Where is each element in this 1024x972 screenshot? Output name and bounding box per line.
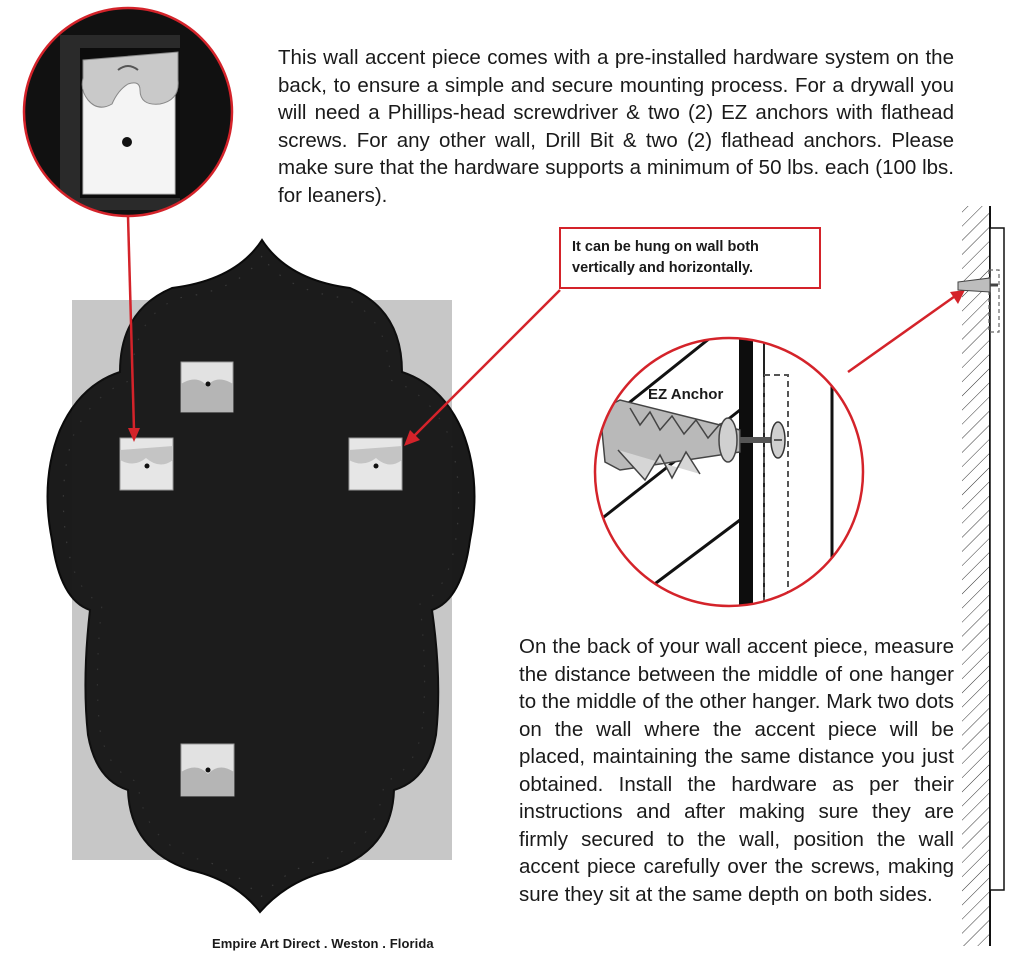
ez-anchor-circle xyxy=(595,330,863,620)
accent-piece-back xyxy=(48,240,475,912)
orientation-callout: It can be hung on wall both vertically and horizontally. xyxy=(559,227,821,289)
wall-profile xyxy=(958,206,1004,946)
ez-anchor-label: EZ Anchor xyxy=(648,386,724,403)
hanger-top xyxy=(181,362,233,412)
hanger-left xyxy=(120,438,173,490)
hanger-bottom xyxy=(181,744,234,796)
footer-credit: Empire Art Direct . Weston . Florida xyxy=(212,936,434,951)
instructions-paragraph: On the back of your wall accent piece, measure the distance between the middle of one hanger to the middle of the other hanger. Mark two dots on the wall where the accent piece will be placed, maintaining the same distance you just obtained. Install the hardware as per their instructions and after making sure they are firmly secured to the wall, position the wall accent piece carefully over the screws, making sure they sit at the same depth on both sides. xyxy=(519,635,954,906)
wall-pointer-line xyxy=(848,290,965,372)
hanger-zoom-circle xyxy=(24,8,232,216)
hanger-right xyxy=(349,438,402,490)
intro-paragraph: This wall accent piece comes with a pre-installed hardware system on the back, to ensure a simple and secure mounting process. For a drywall you will need a Phillips-head screwdriver & two (2) EZ anchors with flathead screws. For any other wall, Drill Bit & two (2) flathead anchors. Please make sure that the hardware supports a minimum of 50 lbs. each (100 lbs. for leaners). xyxy=(278,46,954,207)
